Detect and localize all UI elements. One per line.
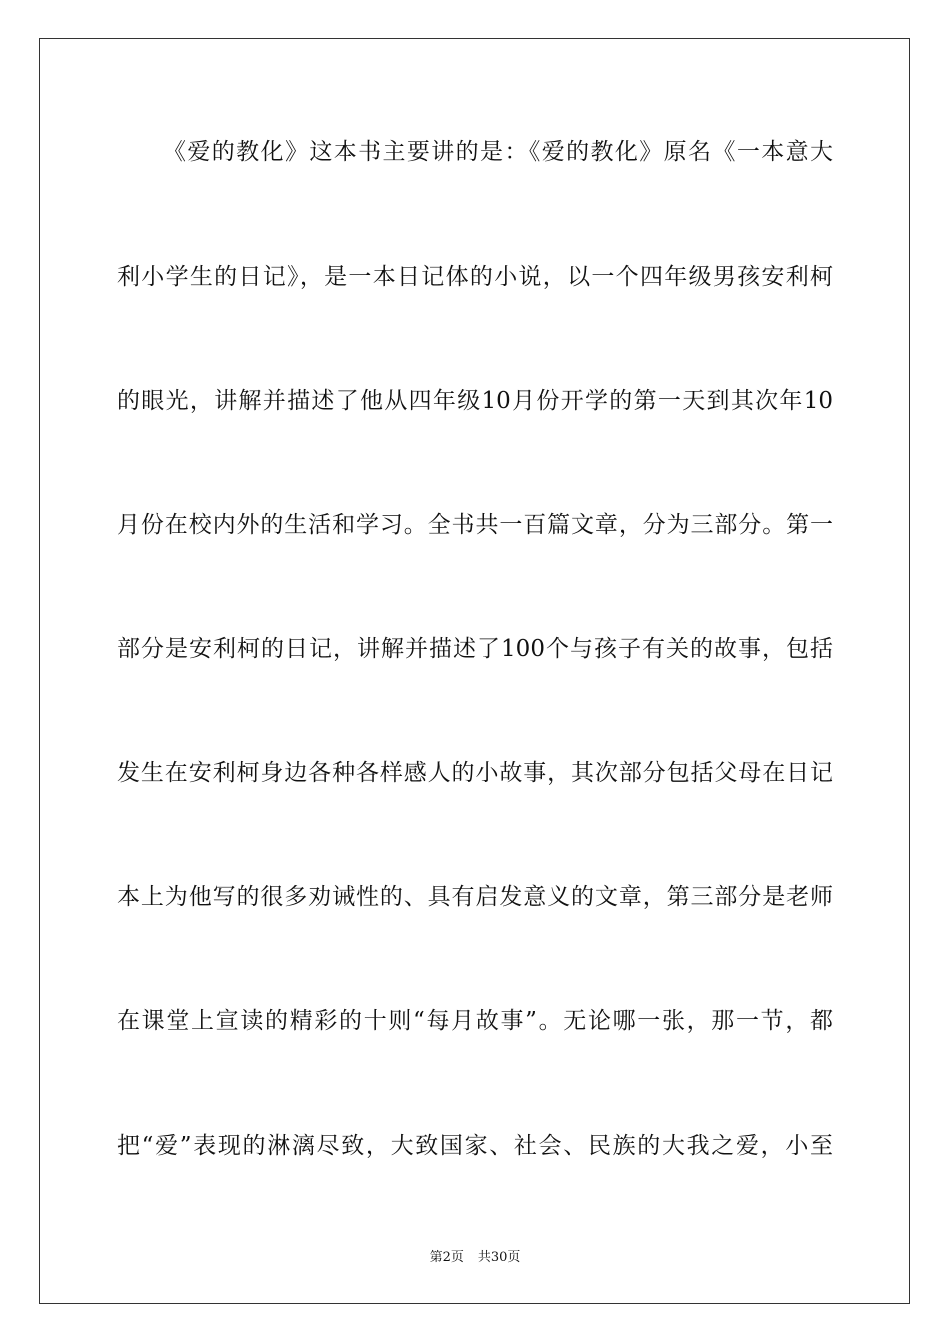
text-line: 本上为他写的很多劝诫性的、具有启发意义的文章，第三部分是老师 bbox=[117, 884, 833, 910]
text-line: 部分是安利柯的日记，讲解并描述了100个与孩子有关的故事，包括 bbox=[117, 636, 833, 662]
text-line: 利小学生的日记》，是一本日记体的小说，以一个四年级男孩安利柯 bbox=[117, 264, 833, 290]
page-footer bbox=[0, 1246, 950, 1265]
page-total: 共30页 bbox=[477, 1250, 521, 1265]
page-number: 第2页 bbox=[429, 1250, 464, 1265]
text-line: 在课堂上宣读的精彩的十则“每月故事”。无论哪一张，那一节，都 bbox=[117, 1008, 833, 1034]
text-line: 的眼光，讲解并描述了他从四年级10月份开学的第一天到其次年10 bbox=[117, 388, 833, 414]
text-line: 月份在校内外的生活和学习。全书共一百篇文章，分为三部分。第一 bbox=[117, 512, 833, 538]
page-border bbox=[39, 38, 910, 1304]
text-line: 把“爱”表现的淋漓尽致，大致国家、社会、民族的大我之爱，小至 bbox=[117, 1133, 833, 1159]
text-line: 《爱的教化》这本书主要讲的是：《爱的教化》原名《一本意大 bbox=[163, 139, 833, 165]
text-line: 发生在安利柯身边各种各样感人的小故事，其次部分包括父母在日记 bbox=[117, 760, 833, 786]
